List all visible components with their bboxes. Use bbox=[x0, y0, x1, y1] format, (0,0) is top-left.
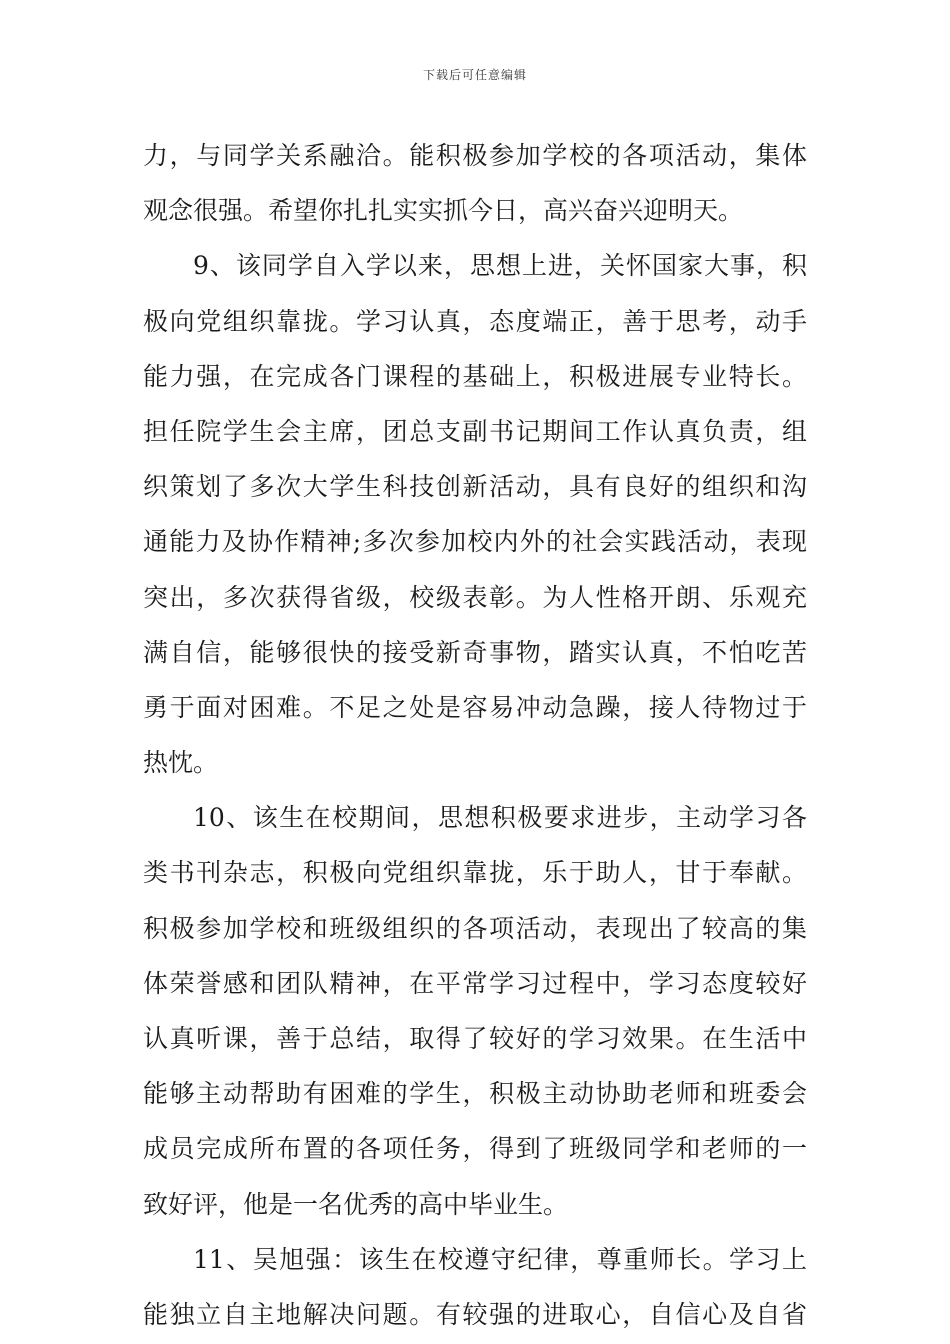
text-line: 通能力及协作精神;多次参加校内外的社会实践活动，表现 bbox=[143, 527, 807, 557]
text-line: 10、该生在校期间，思想积极要求进步，主动学习各 bbox=[193, 803, 807, 833]
text-line: 勇于面对困难。不足之处是容易冲动急躁，接人待物过于 bbox=[143, 692, 807, 722]
text-line: 满自信，能够很快的接受新奇事物，踏实认真，不怕吃苦 bbox=[143, 637, 807, 667]
text-line: 能够主动帮助有困难的学生，积极主动协助老师和班委会 bbox=[143, 1079, 807, 1109]
text-line: 11、吴旭强：该生在校遵守纪律，尊重师长。学习上 bbox=[193, 1244, 807, 1274]
text-line: 积极参加学校和班级组织的各项活动，表现出了较高的集 bbox=[143, 913, 807, 943]
text-line: 担任院学生会主席，团总支副书记期间工作认真负责，组 bbox=[143, 416, 807, 446]
text-line: 力，与同学关系融洽。能积极参加学校的各项活动，集体 bbox=[143, 141, 807, 170]
text-line: 极向党组织靠拢。学习认真，态度端正，善于思考，动手 bbox=[143, 306, 807, 336]
text-line: 致好评，他是一名优秀的高中毕业生。 bbox=[143, 1189, 569, 1219]
text-line: 9、该同学自入学以来，思想上进，关怀国家大事，积 bbox=[193, 251, 807, 281]
body-text bbox=[143, 128, 807, 1342]
text-line: 突出，多次获得省级，校级表彰。为人性格开朗、乐观充 bbox=[143, 582, 807, 612]
text-line: 观念很强。希望你扎扎实实抓今日，高兴奋兴迎明天。 bbox=[143, 196, 744, 226]
header-note: 下载后可任意编辑 bbox=[422, 68, 527, 82]
text-line: 认真听课，善于总结，取得了较好的学习效果。在生活中 bbox=[143, 1024, 807, 1053]
text-line: 能独立自主地解决问题。有较强的进取心，自信心及自省 bbox=[143, 1299, 807, 1329]
text-line: 类书刊杂志，积极向党组织靠拢，乐于助人，甘于奉献。 bbox=[143, 858, 807, 888]
text-line: 织策划了多次大学生科技创新活动，具有良好的组织和沟 bbox=[143, 472, 807, 502]
text-line: 能力强，在完成各门课程的基础上，积极进展专业特长。 bbox=[143, 361, 807, 391]
text-line: 热忱。 bbox=[143, 748, 219, 778]
text-line: 体荣誉感和团队精神，在平常学习过程中，学习态度较好 bbox=[143, 968, 807, 998]
text-line: 成员完成所布置的各项任务，得到了班级同学和老师的一 bbox=[143, 1134, 807, 1164]
